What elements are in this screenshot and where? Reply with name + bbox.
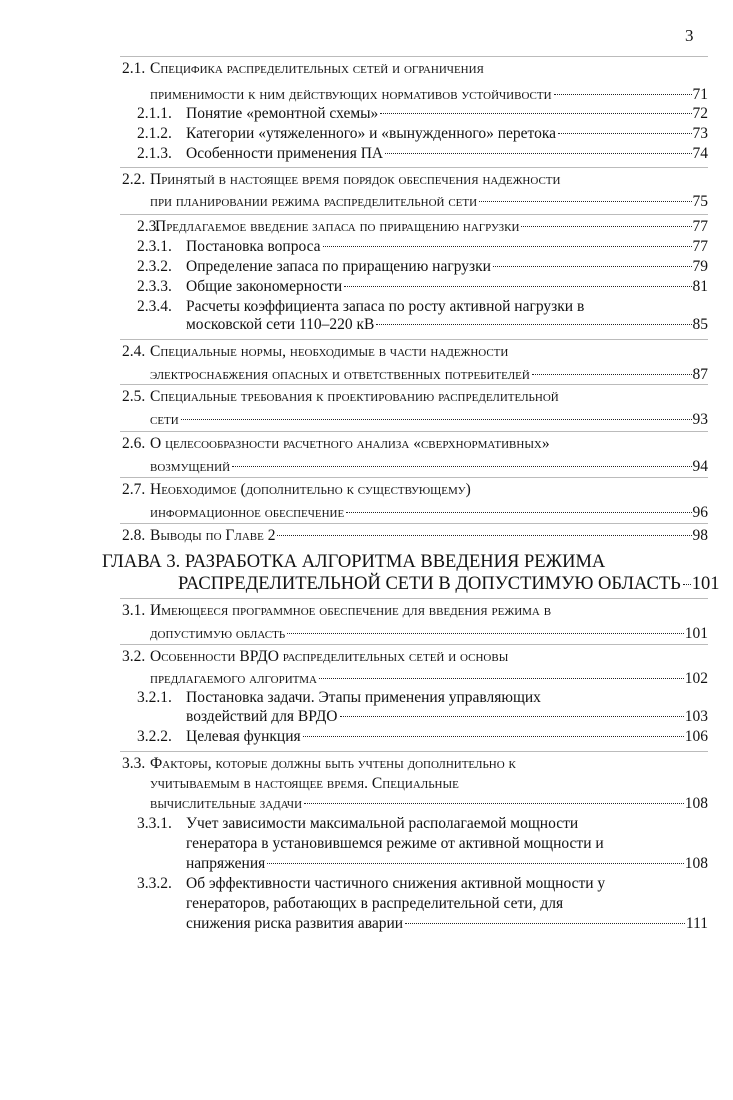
toc-entry-line-with-page — [150, 411, 708, 429]
dot-leader — [554, 94, 692, 95]
section-number: 2.1.2. — [137, 125, 172, 142]
entry-title: Понятие «ремонтной схемы» — [186, 105, 379, 122]
section-divider — [120, 56, 708, 57]
entry-title: Имеющееся программное обеспечение для введения режима в — [150, 602, 552, 619]
page-ref: 108 — [684, 855, 708, 872]
dot-leader — [532, 374, 692, 375]
entry-title: Специальные требования к проектированию распределительной — [150, 388, 559, 405]
page-ref: 77 — [692, 218, 708, 235]
entry-title: Определение запаса по приращению нагрузки — [186, 258, 491, 275]
section-number: 2.1.1. — [137, 105, 172, 122]
toc-entry-line-with-page — [150, 504, 708, 522]
toc-entry-line — [186, 895, 563, 913]
toc-entry-line — [122, 481, 471, 499]
dot-leader — [232, 466, 691, 467]
page-ref: 102 — [684, 670, 708, 687]
section-number: 2.3. — [137, 218, 161, 235]
section-number: 3.2.1. — [137, 689, 172, 706]
dot-leader — [304, 803, 684, 804]
dot-leader — [683, 584, 691, 585]
toc-entry-line — [150, 775, 459, 793]
section-divider — [120, 339, 708, 340]
toc-entry-line — [122, 602, 551, 620]
entry-title: Необходимое (дополнительно к существующему) — [150, 481, 471, 498]
entry-title: допустимую область — [150, 625, 286, 642]
entry-title: Целевая функция — [186, 728, 301, 745]
page-ref: 72 — [692, 105, 708, 122]
section-number: 2.1.3. — [137, 145, 172, 162]
toc-entry-line — [137, 815, 578, 833]
page-ref: 94 — [692, 458, 708, 475]
entry-title: генератора в установившемся режиме от активной мощности и — [186, 835, 604, 852]
toc-entry-line-with-page — [137, 145, 708, 163]
toc-entry-line-with-page — [137, 258, 708, 276]
toc-entry-line — [122, 755, 516, 773]
page-ref: 77 — [692, 238, 708, 255]
dot-leader — [558, 133, 691, 134]
page-ref: 101 — [684, 625, 708, 642]
entry-title: учитываемым в настоящее время. Специальные — [150, 775, 459, 792]
section-number: 3.3.1. — [137, 815, 172, 832]
section-number: 2.7. — [122, 481, 146, 498]
toc-entry-line — [186, 835, 604, 853]
section-number: 3.2. — [122, 648, 146, 665]
entry-title: РАСПРЕДЕЛИТЕЛЬНОЙ СЕТИ В ДОПУСТИМУЮ ОБЛАСТЬ — [178, 574, 681, 594]
page-ref: 111 — [685, 915, 708, 932]
toc-entry-line — [122, 435, 550, 453]
entry-title: Постановка задачи. Этапы применения управляющих — [186, 689, 541, 706]
toc-entry-line — [122, 343, 508, 361]
section-number: 2.5. — [122, 388, 146, 405]
entry-title: ГЛАВА 3. РАЗРАБОТКА АЛГОРИТМА ВВЕДЕНИЯ РЕЖИМА — [102, 552, 606, 572]
entry-title: при планировании режима распределительной сети — [150, 193, 478, 210]
section-number: 2.3.4. — [137, 298, 172, 315]
section-divider — [120, 214, 708, 215]
entry-title: применимости к ним действующих нормативов устойчивости — [150, 86, 552, 103]
page-ref: 73 — [692, 125, 708, 142]
toc-entry-line-with-page — [186, 915, 708, 933]
page-ref: 75 — [692, 193, 708, 210]
section-number: 2.3.1. — [137, 238, 172, 255]
section-divider — [120, 384, 708, 385]
toc-entry-line-with-page — [150, 193, 708, 211]
section-number: 2.8. — [122, 527, 146, 544]
toc-entry-line-with-page — [150, 795, 708, 813]
entry-title: Общие закономерности — [186, 278, 343, 295]
section-number: 3.3.2. — [137, 875, 172, 892]
section-number: 2.3.3. — [137, 278, 172, 295]
section-number: 3.2.2. — [137, 728, 172, 745]
entry-title: Расчеты коэффициента запаса по росту активной нагрузки в — [186, 298, 585, 315]
dot-leader — [319, 678, 684, 679]
toc-entry-line — [122, 171, 560, 189]
section-number: 3.1. — [122, 602, 146, 619]
entry-title: Постановка вопроса — [186, 238, 321, 255]
page-ref: 98 — [692, 527, 708, 544]
toc-entry-line-with-page — [137, 125, 708, 143]
entry-title: Об эффективности частичного снижения активной мощности у — [186, 875, 606, 892]
page-ref: 101 — [691, 574, 720, 594]
dot-leader — [521, 226, 691, 227]
entry-title: московской сети 110–220 кВ — [186, 316, 375, 333]
page-ref: 93 — [692, 411, 708, 428]
section-number: 3.3. — [122, 755, 146, 772]
page-ref: 71 — [692, 86, 708, 103]
dot-leader — [340, 716, 684, 717]
dot-leader — [479, 201, 691, 202]
entry-title: Предлагаемое введение запаса по приращению нагрузки — [155, 218, 520, 235]
page-ref: 96 — [692, 504, 708, 521]
dot-leader — [303, 736, 684, 737]
section-divider — [120, 751, 708, 752]
page-number: 3 — [685, 26, 694, 45]
dot-leader — [493, 266, 692, 267]
dot-leader — [277, 535, 691, 536]
toc-entry-line — [122, 60, 484, 78]
toc-entry-line-with-page — [150, 366, 708, 384]
page-ref: 81 — [692, 278, 708, 295]
toc-entry-line — [102, 552, 605, 573]
toc-entry-line-with-page — [137, 238, 708, 256]
entry-title: Выводы по Главе 2 — [150, 527, 276, 544]
dot-leader — [380, 113, 691, 114]
dot-leader — [405, 923, 685, 924]
entry-title: Принятый в настоящее время порядок обеспечения надежности — [150, 171, 561, 188]
page-ref: 79 — [692, 258, 708, 275]
page-ref: 85 — [692, 316, 708, 333]
dot-leader — [344, 286, 691, 287]
section-number: 2.1. — [122, 60, 146, 77]
entry-title: предлагаемого алгоритма — [150, 670, 317, 687]
page-ref: 108 — [684, 795, 708, 812]
dot-leader — [376, 324, 691, 325]
toc-entry-line-with-page — [178, 574, 720, 595]
dot-leader — [287, 633, 684, 634]
section-divider — [120, 167, 708, 168]
entry-title: генераторов, работающих в распределительной сети, для — [186, 895, 564, 912]
toc-entry-line — [137, 689, 541, 707]
toc-entry-line-with-page — [186, 855, 708, 873]
section-divider — [120, 598, 708, 599]
toc-entry-line-with-page — [150, 670, 708, 688]
toc-entry-line-with-page — [150, 86, 708, 104]
section-number: 2.3.2. — [137, 258, 172, 275]
toc-entry-line-with-page — [137, 728, 708, 746]
entry-title: Специальные нормы, необходимые в части надежности — [150, 343, 509, 360]
toc-entry-line-with-page — [150, 625, 708, 643]
dot-leader — [346, 512, 691, 513]
toc-entry-line — [137, 298, 584, 316]
entry-title: вычислительные задачи — [150, 795, 303, 812]
entry-title: снижения риска развития аварии — [186, 915, 404, 932]
dot-leader — [385, 153, 691, 154]
page-ref: 103 — [684, 708, 708, 725]
dot-leader — [267, 863, 684, 864]
section-divider — [120, 523, 708, 524]
entry-title: сети — [150, 411, 179, 428]
entry-title: Особенности применения ПА — [186, 145, 384, 162]
toc-entry-line-with-page — [137, 278, 708, 296]
section-number: 2.2. — [122, 171, 146, 188]
entry-title: Особенности ВРДО распределительных сетей и основы — [150, 648, 509, 665]
page-ref: 106 — [684, 728, 708, 745]
section-number: 2.6. — [122, 435, 146, 452]
entry-title: воздействий для ВРДО — [186, 708, 338, 725]
dot-leader — [181, 419, 692, 420]
section-divider — [120, 644, 708, 645]
toc-entry-line-with-page — [186, 708, 708, 726]
toc-entry-line — [137, 875, 605, 893]
dot-leader — [323, 246, 692, 247]
toc-entry-line — [122, 648, 508, 666]
entry-title: Факторы, которые должны быть учтены дополнительно к — [150, 755, 516, 772]
entry-title: электроснабжения опасных и ответственных потребителей — [150, 366, 530, 383]
toc-entry-line-with-page — [137, 105, 708, 123]
section-number: 2.4. — [122, 343, 146, 360]
page-ref: 87 — [692, 366, 708, 383]
entry-title: возмущений — [150, 458, 231, 475]
entry-title: О целесообразности расчетного анализа «сверхнормативных» — [150, 435, 550, 452]
page-ref: 74 — [692, 145, 708, 162]
entry-title: напряжения — [186, 855, 266, 872]
toc-entry-line-with-page — [137, 218, 708, 236]
toc-entry-line-with-page — [122, 527, 708, 545]
entry-title: Специфика распределительных сетей и ограничения — [150, 60, 484, 77]
section-divider — [120, 477, 708, 478]
toc-entry-line — [122, 388, 559, 406]
entry-title: Категории «утяжеленного» и «вынужденного» перетока — [186, 125, 557, 142]
entry-title: информационное обеспечение — [150, 504, 345, 521]
section-divider — [120, 431, 708, 432]
toc-entry-line-with-page — [186, 316, 708, 334]
entry-title: Учет зависимости максимальной располагаемой мощности — [186, 815, 579, 832]
toc-entry-line-with-page — [150, 458, 708, 476]
